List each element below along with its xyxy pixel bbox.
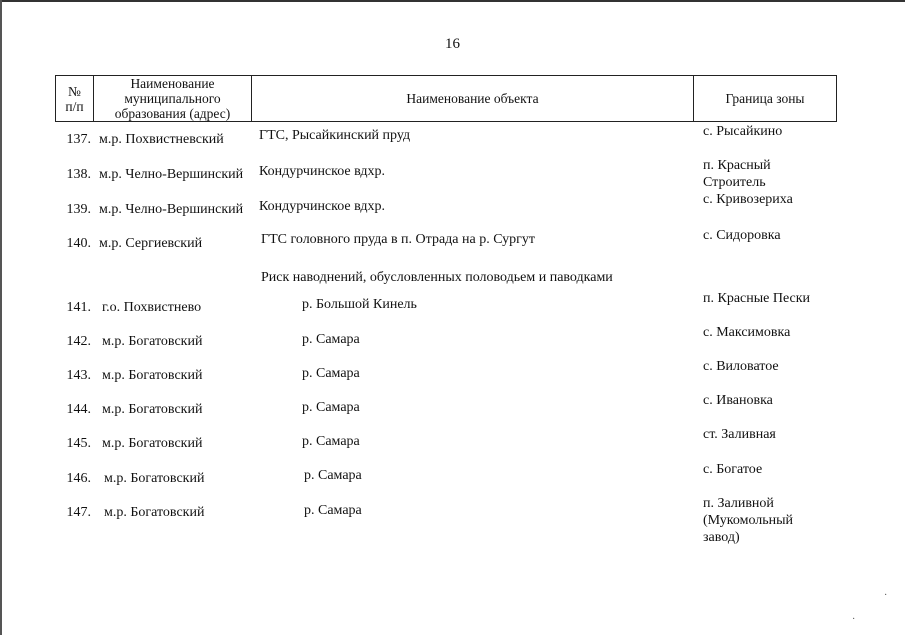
row-zone: с. Кривозериха bbox=[703, 192, 793, 207]
header-object: Наименование объекта bbox=[252, 76, 694, 122]
row-number: 140. bbox=[66, 236, 91, 251]
row-object: р. Самара bbox=[302, 366, 360, 381]
row-number: 139. bbox=[66, 202, 91, 217]
row-number: 144. bbox=[66, 402, 91, 417]
row-object: Кондурчинское вдхр. bbox=[259, 164, 386, 179]
row-number: 138. bbox=[66, 167, 91, 182]
row-object: ГТС, Рысайкинский пруд bbox=[259, 128, 411, 143]
row-number: 141. bbox=[66, 300, 91, 315]
row-zone: ст. Заливная bbox=[703, 427, 776, 442]
row-object: р. Самара bbox=[302, 400, 360, 415]
row-object: р. Самара bbox=[304, 503, 362, 518]
table-header bbox=[55, 75, 837, 122]
row-municipality: м.р. Богатовский bbox=[102, 436, 203, 451]
header-municipality: Наименование муниципального образования (адрес) bbox=[94, 76, 252, 122]
scan-speck: · bbox=[884, 590, 888, 601]
row-municipality: м.р. Богатовский bbox=[102, 368, 203, 383]
header-zone: Граница зоны bbox=[694, 76, 837, 122]
row-zone: с. Максимовка bbox=[703, 325, 791, 340]
header-num: № п/п bbox=[56, 76, 94, 122]
section-heading: Риск наводнений, обусловленных половодьем и паводками bbox=[261, 270, 613, 285]
scan-speck: · bbox=[852, 614, 856, 625]
row-number: 142. bbox=[66, 334, 91, 349]
row-zone: с. Ивановка bbox=[703, 393, 773, 408]
row-zone: с. Сидоровка bbox=[703, 228, 781, 243]
row-zone: с. Рысайкино bbox=[703, 124, 783, 139]
row-object: р. Большой Кинель bbox=[302, 297, 417, 312]
row-object: ГТС головного пруда в п. Отрада на р. Сургут bbox=[261, 232, 536, 247]
row-municipality: м.р. Богатовский bbox=[104, 471, 205, 486]
row-zone: п. Красный Строитель bbox=[703, 158, 771, 190]
row-zone: п. Заливной (Мукомольный завод) bbox=[703, 496, 794, 545]
row-number: 137. bbox=[66, 132, 91, 147]
row-municipality: м.р. Похвистневский bbox=[99, 132, 224, 147]
row-object: р. Самара bbox=[304, 468, 362, 483]
row-object: р. Самара bbox=[302, 434, 360, 449]
scan-edge-top bbox=[0, 0, 905, 2]
row-number: 145. bbox=[66, 436, 91, 451]
row-municipality: м.р. Богатовский bbox=[104, 505, 205, 520]
row-municipality: м.р. Богатовский bbox=[102, 334, 203, 349]
row-zone: с. Богатое bbox=[703, 462, 763, 477]
row-number: 143. bbox=[66, 368, 91, 383]
row-object: Кондурчинское вдхр. bbox=[259, 199, 386, 214]
row-zone: п. Красные Пески bbox=[703, 291, 811, 306]
row-zone: с. Виловатое bbox=[703, 359, 779, 374]
row-object: р. Самара bbox=[302, 332, 360, 347]
row-municipality: м.р. Челно-Вершинский bbox=[99, 202, 244, 217]
row-municipality: м.р. Челно-Вершинский bbox=[99, 167, 244, 182]
row-municipality: м.р. Сергиевский bbox=[99, 236, 203, 251]
scan-edge-left bbox=[0, 0, 2, 635]
row-municipality: г.о. Похвистнево bbox=[102, 300, 202, 315]
page-number: 16 bbox=[445, 36, 460, 52]
row-number: 146. bbox=[66, 471, 91, 486]
row-municipality: м.р. Богатовский bbox=[102, 402, 203, 417]
row-number: 147. bbox=[66, 505, 91, 520]
